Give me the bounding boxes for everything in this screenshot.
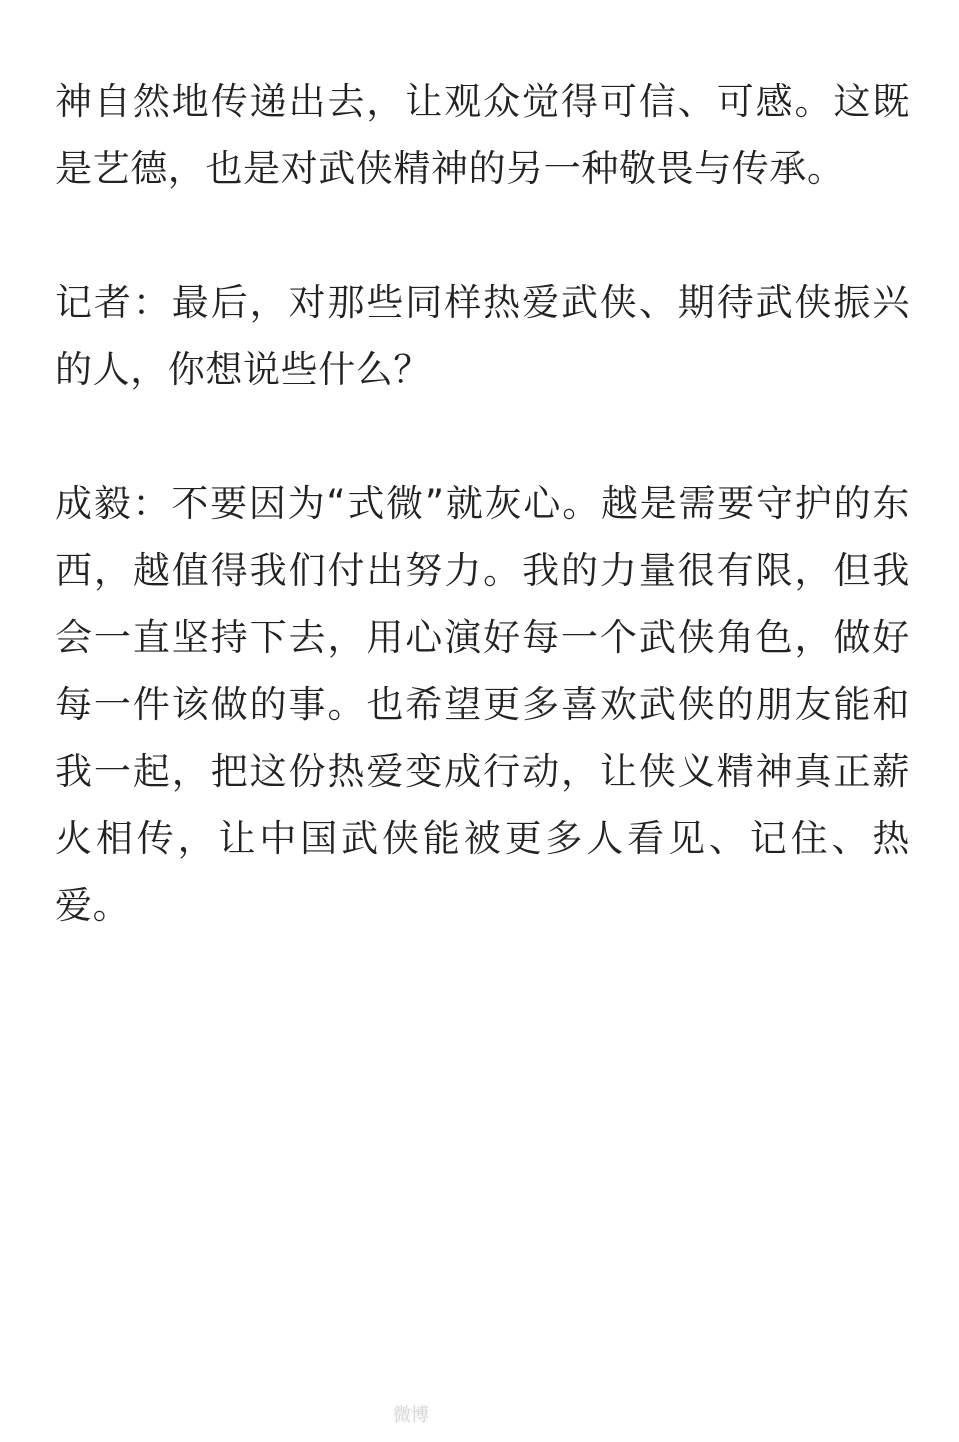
paragraph-closing-remark: 神自然地传递出去，让观众觉得可信、可感。这既是艺德，也是对武侠精神的另一种敬畏与传承。: [55, 80, 910, 190]
paragraph-reporter-question: 记者：最后，对那些同样热爱武侠、期待武侠振兴的人，你想说些什么？: [55, 281, 910, 391]
watermark-text: 微博: [393, 1405, 429, 1426]
paragraph-chengyi-answer: 成毅：不要因为“式微”就灰心。越是需要守护的东西，越值得我们付出努力。我的力量很有限，但我会一直坚持下去，用心演好每一个武侠角色，做好每一件该做的事。也希望更多喜欢武侠的朋友能和我一起，把这份热爱变成行动，让侠义精神真正薪火相传，让中国武侠能被更多人看见、记住、热爱。: [55, 482, 910, 927]
article-body: [55, 68, 910, 939]
